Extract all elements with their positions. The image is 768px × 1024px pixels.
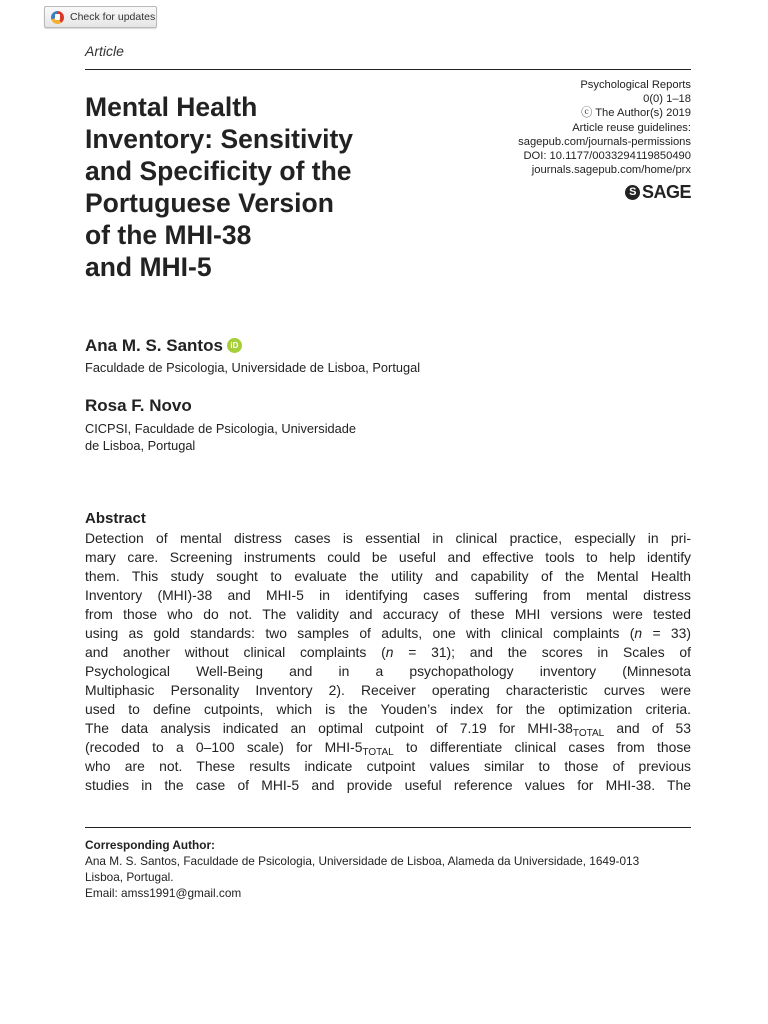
author-name-text: Rosa F. Novo — [85, 396, 192, 415]
abstract-text-segment: using as gold standards: two samples of adults, one with clinical complaints ( — [85, 625, 635, 641]
abstract-line: who are not. These results indicate cutpoint values similar to those of previous — [85, 758, 691, 774]
title-line: Portuguese Version — [85, 188, 334, 218]
doi[interactable]: DOI: 10.1177/0033294119850490 — [523, 150, 691, 163]
corresponding-address: Lisboa, Portugal. — [85, 870, 174, 884]
abstract-text-segment: to differentiate clinical cases from those — [393, 739, 691, 755]
corresponding-author-heading: Corresponding Author: — [85, 838, 215, 852]
author-name-1 — [85, 336, 242, 356]
publisher-name: SAGE — [641, 181, 691, 202]
article-title — [85, 91, 425, 283]
abstract-line — [85, 624, 691, 643]
corresponding-email[interactable]: Email: amss1991@gmail.com — [85, 886, 242, 900]
journal-name: Psychological Reports — [580, 79, 691, 91]
author-name-text: Ana M. S. Santos — [85, 336, 223, 355]
abstract-text-segment: and another without clinical complaints ( — [85, 644, 386, 660]
reuse-guidelines-link[interactable]: sagepub.com/journals-permissions — [518, 135, 691, 148]
abstract-heading: Abstract — [85, 510, 146, 527]
title-line: and Specificity of the — [85, 156, 352, 186]
corresponding-author — [85, 837, 705, 901]
subscript: TOTAL — [362, 747, 394, 758]
abstract-text-segment: (recoded to a 0–100 scale) for MHI-5 — [85, 739, 363, 755]
copyright-notice: ⓒ The Author(s) 2019 — [581, 107, 691, 120]
sage-s-icon: S — [625, 185, 640, 200]
abstract-text-segment: and of 53 — [604, 720, 691, 736]
check-for-updates-label: Check for updates — [70, 11, 156, 23]
corresponding-address: Ana M. S. Santos, Faculdade de Psicologia, Universidade de Lisboa, Alameda da Universidade, 1649-013 — [85, 854, 640, 868]
affiliation-line: CICPSI, Faculdade de Psicologia, Universidade — [85, 421, 357, 436]
abstract-line: Multiphasic Personality Inventory 2). Receiver operating characteristic curves were — [85, 682, 691, 698]
abstract-line: mary care. Screening instruments could be useful and effective tools to help identify — [85, 549, 691, 565]
title-line: of the MHI-38 — [85, 220, 252, 250]
check-for-updates-button[interactable] — [44, 6, 157, 28]
abstract-line: studies in the case of MHI-5 and provide useful reference values for MHI-38. The — [85, 777, 691, 793]
affiliation-line: de Lisboa, Portugal — [85, 438, 196, 453]
affiliation-line: Faculdade de Psicologia, Universidade de Lisboa, Portugal — [85, 360, 421, 375]
journal-home-link[interactable]: journals.sagepub.com/home/prx — [531, 164, 691, 177]
article-type-label: Article — [85, 43, 124, 59]
abstract-line: them. This study sought to evaluate the utility and capability of the Mental Health — [85, 568, 691, 584]
abstract-line — [85, 719, 691, 738]
crossmark-icon — [51, 11, 64, 24]
sample-size-symbol: n — [634, 625, 643, 641]
author-affiliation-1 — [85, 359, 420, 376]
journal-info — [431, 78, 691, 177]
author-name-2 — [85, 396, 192, 416]
sample-size-symbol: n — [385, 644, 394, 660]
abstract-line: Psychological Well-Being and in a psychopathology inventory (Minnesota — [85, 663, 691, 679]
orcid-icon[interactable]: iD — [227, 338, 242, 353]
title-line: and MHI-5 — [85, 252, 212, 282]
header-divider — [85, 69, 691, 70]
abstract-text — [85, 529, 691, 795]
journal-issue: 0(0) 1–18 — [643, 93, 691, 106]
title-line: Mental Health — [85, 92, 258, 122]
abstract-text-segment: The data analysis indicated an optimal cutpoint of 7.19 for MHI-38 — [85, 720, 573, 736]
reuse-guidelines-label: Article reuse guidelines: — [572, 121, 691, 134]
title-line: Inventory: Sensitivity — [85, 124, 354, 154]
abstract-line: Inventory (MHI)-38 and MHI-5 in identifying cases suffering from mental distress — [85, 587, 691, 603]
abstract-line: from those who do not. The validity and accuracy of these MHI versions were tested — [85, 606, 691, 622]
abstract-line — [85, 738, 691, 757]
sage-logo — [625, 181, 691, 203]
abstract-line: Detection of mental distress cases is essential in clinical practice, especially in pri- — [85, 530, 691, 546]
abstract-text-segment: = 31); and the scores in Scales of — [393, 644, 691, 660]
abstract-line: used to define cutpoints, which is the Youden’s index for the optimization criteria. — [85, 701, 691, 717]
author-affiliation-2 — [85, 420, 356, 454]
subscript: TOTAL — [572, 728, 605, 739]
abstract-text-segment: = 33) — [642, 625, 691, 641]
abstract-line — [85, 643, 691, 662]
footnote-divider — [85, 827, 691, 828]
